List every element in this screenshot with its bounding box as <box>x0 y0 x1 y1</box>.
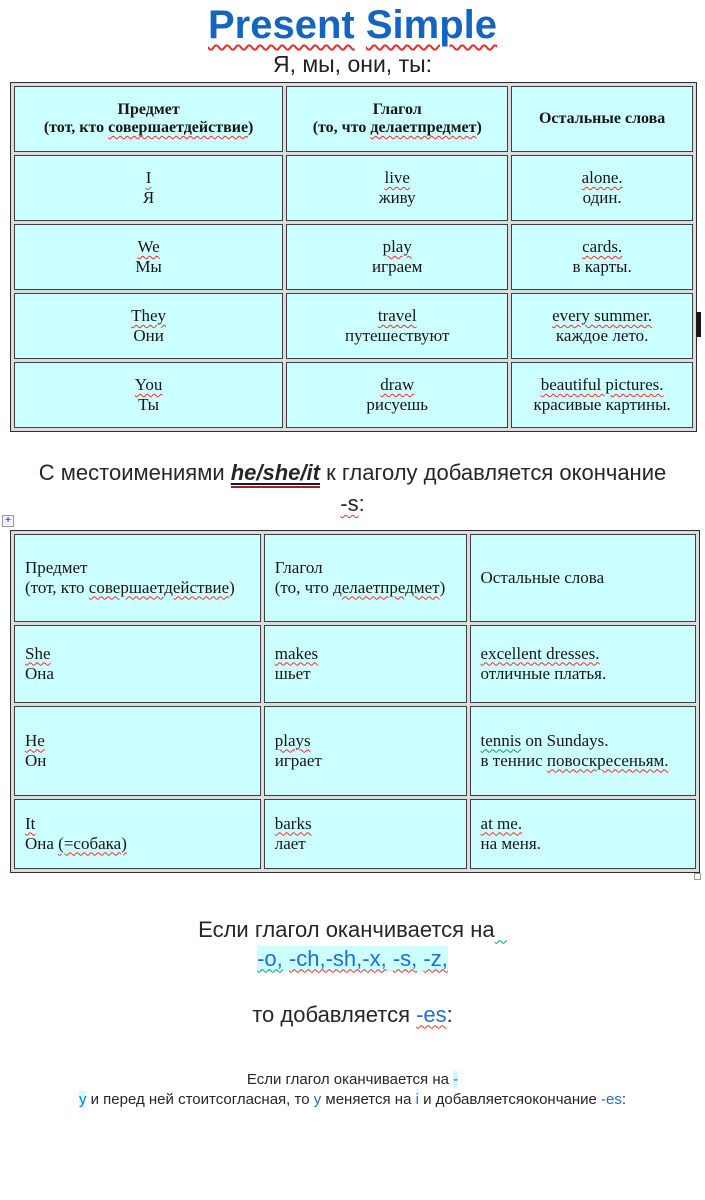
rule-y-note <box>0 1070 705 1111</box>
text-segment: It <box>25 813 36 833</box>
table-row <box>14 224 693 290</box>
text-segment: Они <box>133 326 164 345</box>
table1-cell-rest <box>511 362 693 428</box>
table2-cell-rest <box>470 706 696 796</box>
table1-cell-rest <box>511 224 693 290</box>
cell-ru <box>21 326 276 346</box>
table1-header-row <box>14 86 693 152</box>
text-segment: : <box>358 490 365 516</box>
cell-en <box>275 731 456 751</box>
table2-cell-subject <box>14 706 261 796</box>
text-segment: i <box>415 1090 419 1108</box>
text-segment: -es <box>601 1090 622 1108</box>
text-segment: то добавляется <box>252 1001 417 1027</box>
table1-header-subject <box>14 86 283 152</box>
table2-header-row <box>14 534 696 622</box>
cell-en <box>293 237 501 257</box>
table2-cell-subject <box>14 625 261 703</box>
text-segment: alone. <box>581 168 623 187</box>
cell-en <box>25 731 250 751</box>
rule-y-note-line1 <box>0 1070 705 1090</box>
cell-ru <box>293 257 501 277</box>
text-segment: в карты. <box>572 257 632 276</box>
table2-header-verb <box>264 534 467 622</box>
text-segment: Остальные слова <box>538 110 666 127</box>
text-segment: (тот, кто <box>25 577 89 597</box>
pronouns-table <box>10 82 697 432</box>
cell-en <box>21 237 276 257</box>
text-segment: -es <box>416 1001 447 1027</box>
text-segment: один. <box>582 188 622 207</box>
text-segment: every summer. <box>552 306 653 325</box>
cell-en <box>21 306 276 326</box>
header-line <box>518 110 686 128</box>
table1-cell-verb <box>286 293 508 359</box>
text-segment: They <box>131 306 167 325</box>
text-segment: Если глагол оканчивается на <box>198 916 495 942</box>
text-segment: We <box>137 237 160 256</box>
text-segment: и добавляетсяокончание <box>418 1090 602 1108</box>
table1-cell-verb <box>286 362 508 428</box>
text-segment: совершаетдействие <box>88 577 230 597</box>
text-segment: (то, что <box>274 577 334 597</box>
cell-ru <box>25 751 250 771</box>
rule-es-endings-line <box>0 946 705 972</box>
text-segment: Мы <box>135 257 162 276</box>
header-line <box>21 119 276 137</box>
cell-en <box>293 375 501 395</box>
text-segment: (то, что <box>312 119 371 136</box>
cell-en <box>275 814 456 834</box>
table1-cell-verb <box>286 155 508 221</box>
text-segment: ) <box>476 119 482 136</box>
table-resize-handle-icon[interactable] <box>694 873 701 880</box>
cell-ru <box>21 188 276 208</box>
cell-ru <box>25 664 250 684</box>
text-segment: draw <box>380 375 415 394</box>
header-line <box>25 558 250 578</box>
cell-ru <box>25 834 250 854</box>
text-segment: y <box>78 1090 87 1108</box>
text-segment: Она <box>25 663 54 683</box>
header-line <box>275 578 456 598</box>
rule-es-result-line <box>0 1002 705 1028</box>
header-line <box>25 578 250 598</box>
text-segment: шьет <box>274 663 311 683</box>
table1-cell-verb <box>286 224 508 290</box>
cell-en <box>275 644 456 664</box>
cell-en <box>481 814 685 834</box>
cell-ru <box>275 834 456 854</box>
cell-en <box>25 644 250 664</box>
cell-en <box>293 306 501 326</box>
table1-cell-subject <box>14 362 283 428</box>
text-segment: -s <box>340 490 359 516</box>
table2-cell-verb <box>264 799 467 869</box>
table-row <box>14 706 696 796</box>
cell-ru <box>518 188 686 208</box>
text-segment: barks <box>274 813 312 833</box>
cell-en <box>481 731 685 751</box>
table-row <box>14 293 693 359</box>
text-segment: и перед ней стоитсогласная, то <box>86 1090 314 1108</box>
text-segment: -z, <box>423 945 448 971</box>
table1-header-rest <box>511 86 693 152</box>
cell-ru <box>518 257 686 277</box>
text-segment: в теннис <box>480 750 547 770</box>
cell-en <box>293 168 501 188</box>
cell-ru <box>293 188 501 208</box>
cell-ru <box>293 395 501 415</box>
text-segment: Simple <box>365 3 498 47</box>
cell-ru <box>21 257 276 277</box>
text-segment: Я <box>142 188 155 207</box>
table1-cell-subject <box>14 155 283 221</box>
text-segment: Он <box>25 750 47 770</box>
table2-cell-subject <box>14 799 261 869</box>
table1-cell-subject <box>14 224 283 290</box>
cell-ru <box>275 751 456 771</box>
table2-cell-verb <box>264 706 467 796</box>
text-segment: каждое лето. <box>555 326 649 345</box>
text-segment: tennis <box>480 730 522 750</box>
table1-header-verb <box>286 86 508 152</box>
text-segment: Предмет <box>25 557 88 577</box>
text-segment: ) <box>229 577 235 597</box>
header-line <box>293 119 501 137</box>
text-segment: Ты <box>138 395 160 414</box>
text-segment: на меня. <box>480 833 541 853</box>
text-segment: С местоимениями <box>38 460 231 485</box>
table1-cell-rest <box>511 293 693 359</box>
rule-y-note-line2 <box>0 1090 705 1110</box>
text-segment: : <box>621 1090 627 1108</box>
text-segment: I <box>145 168 152 187</box>
table2-cell-verb <box>264 625 467 703</box>
header-line <box>275 558 456 578</box>
text-segment: к глаголу добавляется окончание <box>319 460 667 485</box>
cell-en <box>21 168 276 188</box>
text-segment <box>283 946 289 971</box>
text-segment: отличные платья. <box>480 663 607 683</box>
text-segment: beautiful pictures. <box>540 375 664 394</box>
cell-en <box>21 375 276 395</box>
text-segment: Предмет <box>117 101 180 118</box>
text-segment: cards. <box>582 237 623 256</box>
cell-ru <box>518 395 686 415</box>
text-segment: красивые картины. <box>533 395 671 414</box>
cell-ru <box>21 395 276 415</box>
text-segment: (=собака) <box>58 833 127 853</box>
text-segment: ) <box>439 577 446 597</box>
table1-cell-subject <box>14 293 283 359</box>
text-segment: on Sundays. <box>521 730 609 750</box>
cell-en <box>518 237 686 257</box>
text-segment: рисуешь <box>366 395 429 414</box>
text-segment: Она <box>25 833 59 853</box>
text-segment: играет <box>274 750 322 770</box>
cell-en <box>518 306 686 326</box>
table2-header-rest <box>470 534 696 622</box>
cell-ru <box>293 326 501 346</box>
table-row <box>14 155 693 221</box>
text-segment <box>495 917 507 942</box>
cell-en <box>518 168 686 188</box>
subtitle: Я, мы, они, ты: <box>272 51 433 77</box>
text-segment: You <box>134 375 163 394</box>
third-person-table-wrapper <box>0 514 705 873</box>
text-segment: меняется на <box>321 1090 416 1108</box>
cell-ru <box>481 834 685 854</box>
table1-cell-rest <box>511 155 693 221</box>
text-segment: Present <box>207 3 355 47</box>
text-segment: He <box>25 730 45 750</box>
table2-cell-rest <box>470 799 696 869</box>
cell-en <box>518 375 686 395</box>
header-line <box>481 568 685 588</box>
table-row <box>14 362 693 428</box>
text-segment: Остальные слова <box>480 567 605 587</box>
cell-en <box>25 814 250 834</box>
text-segment: : <box>446 1001 453 1027</box>
text-segment: играем <box>372 257 423 276</box>
table2-cell-rest <box>470 625 696 703</box>
text-segment <box>387 946 393 971</box>
cell-ru <box>481 751 685 771</box>
header-line <box>21 101 276 119</box>
text-segment: ) <box>248 119 254 136</box>
text-segment: Глагол <box>372 101 422 118</box>
third-person-table <box>10 530 700 873</box>
table-row <box>14 799 696 869</box>
text-segment: She <box>25 643 51 663</box>
page-title <box>0 2 705 48</box>
he-she-it-note <box>33 458 673 520</box>
text-segment: повоскресеньям. <box>546 750 669 770</box>
text-segment: live <box>384 168 410 187</box>
header-line <box>293 101 501 119</box>
text-segment: makes <box>274 643 319 663</box>
text-segment: -ch,-sh,-x, <box>288 945 387 971</box>
text-segment: (тот, кто <box>43 119 109 136</box>
text-segment: excellent dresses. <box>480 643 600 663</box>
cell-ru <box>481 664 685 684</box>
table-row <box>14 625 696 703</box>
text-cursor <box>696 312 701 337</box>
text-segment: лает <box>274 833 306 853</box>
text-segment: - <box>453 1070 459 1088</box>
text-segment: he/she/it <box>231 460 320 488</box>
text-segment <box>355 3 366 47</box>
text-segment: делаетпредмет <box>370 119 477 136</box>
cell-ru <box>518 326 686 346</box>
text-segment: Глагол <box>274 557 323 577</box>
table-move-handle-icon[interactable]: + <box>2 515 14 527</box>
text-segment: Если глагол оканчивается на <box>246 1070 454 1088</box>
text-segment: at me. <box>480 813 523 833</box>
rule-es-condition-line <box>0 917 705 943</box>
text-segment: совершаетдействие <box>108 119 249 136</box>
text-segment: -o, <box>257 945 283 971</box>
cell-en <box>481 644 685 664</box>
cell-ru <box>275 664 456 684</box>
text-segment: -s, <box>392 945 418 971</box>
text-segment: travel <box>377 306 417 325</box>
text-segment: y <box>313 1090 322 1108</box>
text-segment: play <box>382 237 412 256</box>
table2-header-subject <box>14 534 261 622</box>
text-segment: живу <box>378 188 416 207</box>
text-segment: plays <box>274 730 311 750</box>
text-segment: путешествуют <box>344 326 450 345</box>
text-segment: делаетпредмет <box>333 577 440 597</box>
